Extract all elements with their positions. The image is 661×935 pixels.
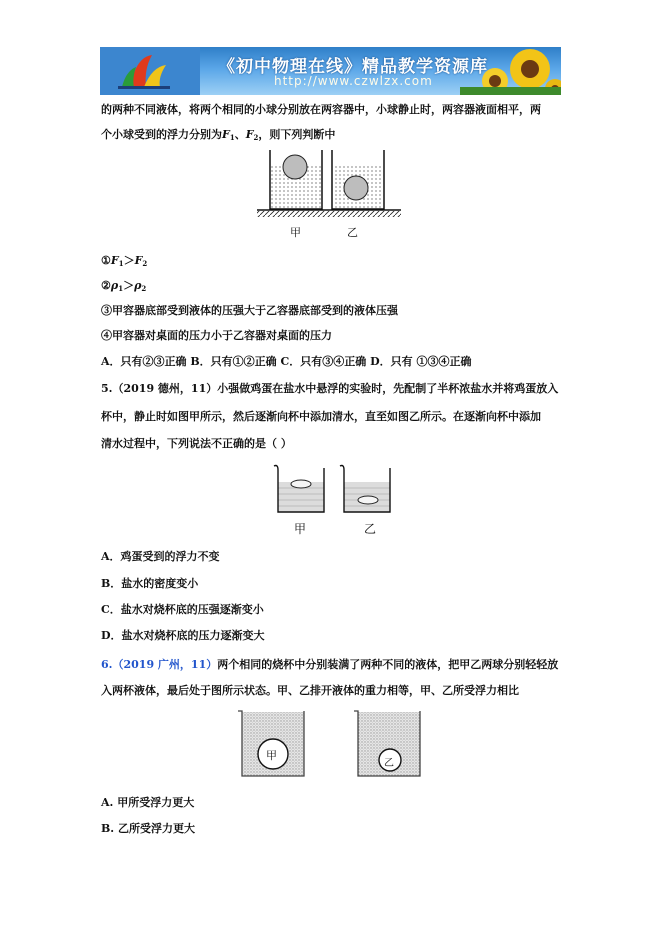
q5-label-yi: 乙	[364, 522, 377, 536]
q5-line2: 杯中，静止时如图甲所示，然后逐渐向杯中添加清水，直至如图乙所示。在逐渐向杯中添加	[101, 410, 541, 423]
q5-option-a: A．鸡蛋受到的浮力不变	[101, 550, 220, 563]
q6-label-yi: 乙	[384, 758, 394, 769]
q4-label-yi: 乙	[347, 226, 358, 239]
q4-statement3: ③甲容器底部受到液体的压强大于乙容器底部受到的液体压强	[101, 304, 398, 317]
banner-title: 《初中物理在线》精品教学资源库	[218, 57, 488, 77]
q5-figure-beakers	[272, 462, 392, 514]
q4-intro-line1: 的两种不同液体，将两个相同的小球分别放在两容器中，小球静止时，两容器液面相平，两	[101, 103, 541, 116]
q6-line2: 入两杯液体，最后处于图所示状态。甲、乙排开液体的重力相等，甲、乙所受浮力相比	[101, 684, 519, 697]
q6-label-jia: 甲	[266, 749, 277, 762]
q6-option-a: A. 甲所受浮力更大	[101, 796, 195, 809]
q4-figure-containers	[255, 150, 405, 240]
q5-option-c: C．盐水对烧杯底的压强逐渐变小	[101, 603, 264, 616]
q6-line1: 6.（2019 广州，11）两个相同的烧杯中分别装满了两种不同的液体，把甲乙两球分别轻轻放	[101, 658, 559, 671]
q5-label-jia: 甲	[294, 522, 307, 536]
q5-line3: 清水过程中，下列说法不正确的是（ ）	[101, 437, 292, 450]
q6-figure-beakers	[238, 708, 428, 780]
q6-option-b: B. 乙所受浮力更大	[101, 822, 195, 835]
q5-line1: 5.（2019 德州，11）小强做鸡蛋在盐水中悬浮的实验时，先配制了半杯浓盐水并将鸡蛋放入	[101, 382, 559, 395]
egg-yi	[358, 496, 378, 504]
banner-url: http://www.czwlzx.com	[274, 74, 433, 88]
q4-options: A．只有②③正确 B．只有①②正确 C．只有③④正确 D．只有 ①③④正确	[101, 355, 472, 368]
q4-intro-line2: 个小球受到的浮力分别为$F_1$、$F_2$，则下列判断中	[101, 128, 336, 142]
q4-statement4: ④甲容器对桌面的压力小于乙容器对桌面的压力	[101, 329, 332, 342]
q6-number-source: 6.（2019 广州，11）	[101, 658, 218, 671]
q4-statement1: $①F_1>F_2$	[101, 254, 148, 268]
q4-label-jia: 甲	[290, 226, 301, 239]
q5-option-b: B．盐水的密度变小	[101, 577, 199, 590]
ball-jia	[283, 155, 307, 179]
egg-jia	[291, 480, 311, 488]
ball-yi	[344, 176, 368, 200]
q4-statement2: $②\rho_1>\rho_2$	[101, 279, 147, 293]
header-banner	[100, 47, 561, 95]
q5-option-d: D．盐水对烧杯底的压力逐渐变大	[101, 629, 265, 642]
